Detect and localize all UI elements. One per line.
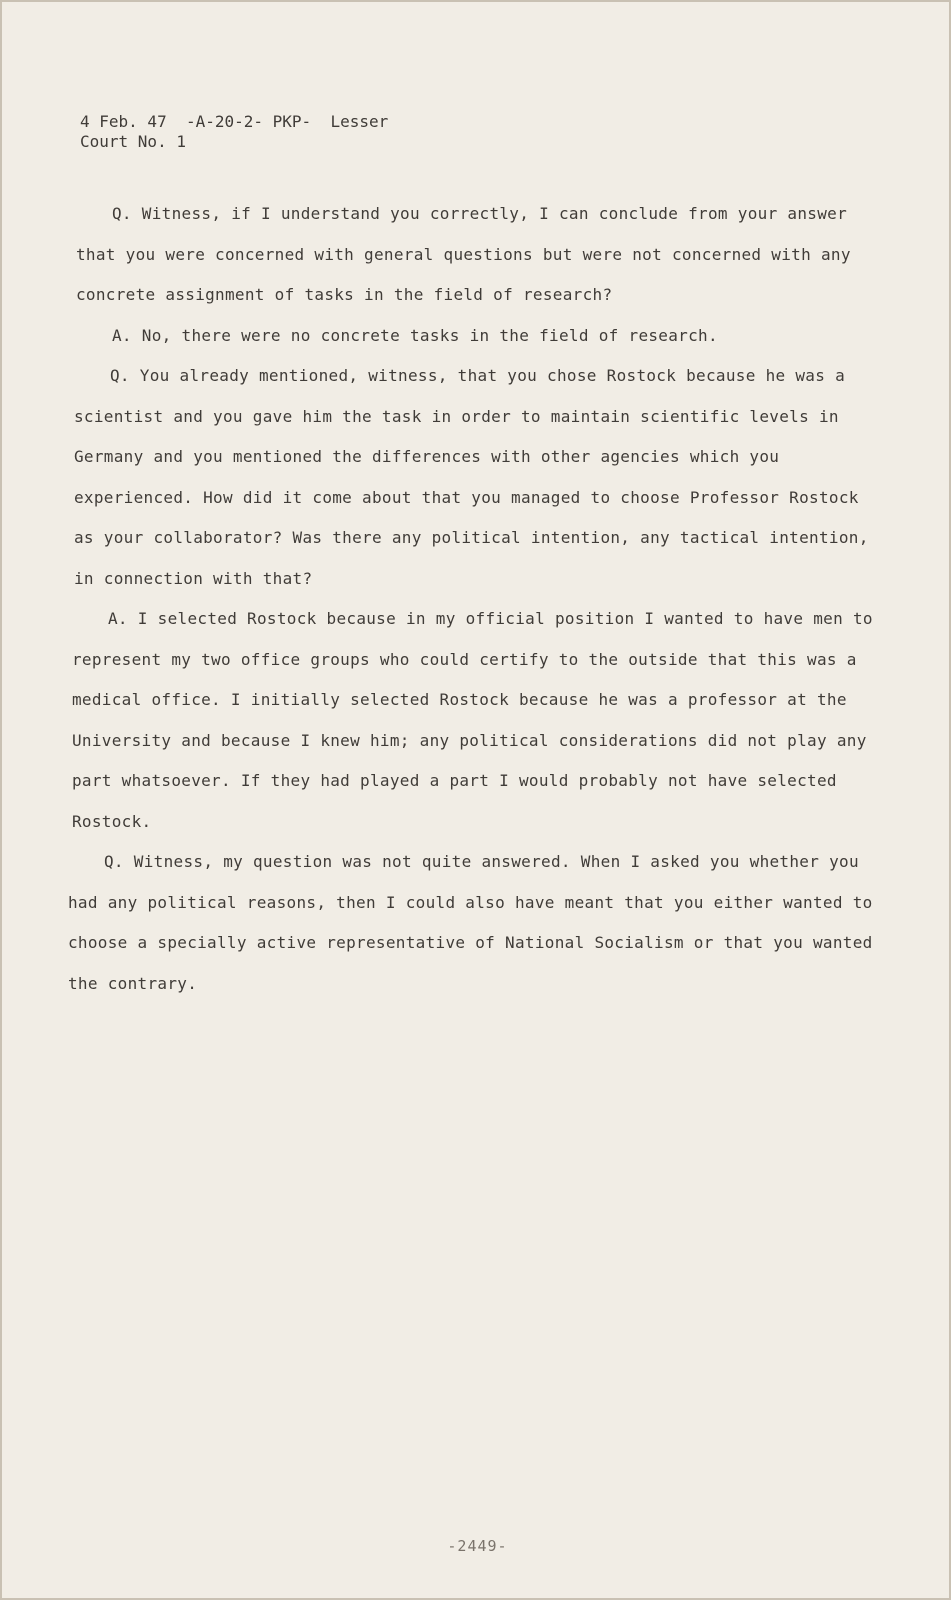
transcript-body [68,194,882,1004]
transcript-paragraph: A. No, there were no concrete tasks in the field of research. [112,325,718,345]
transcript-paragraph: Q. Witness, if I understand you correctly, I can conclude from your answer that you were concerned with general questions but were not concerned with any concrete assignment of tasks in the field of research? [76,204,851,304]
header-date-line: 4 Feb. 47 -A-20-2- PKP- Lesser [80,112,389,131]
document-header [80,112,388,152]
header-court-line: Court No. 1 [80,132,186,151]
transcript-paragraph: A. I selected Rostock because in my official position I wanted to have men to represent my two office groups who could certify to the outside that this was a medical office. I initially selected Rostock because he was a professor at the University and because I knew him; any political considerations did not play any part whatsoever. If they had played a part I would probably not have selected Rostock. [72,609,873,831]
page-number: -2449- [447,1537,508,1555]
transcript-paragraph: Q. You already mentioned, witness, that you chose Rostock because he was a scientist and you gave him the task in order to maintain scientific levels in Germany and you mentioned the differences with other agencies which you experienced. How did it come about that you managed to choose Professor Rostock as your collaborator? Was there any political intention, any tactical intention, in connection with that? [74,366,869,588]
transcript-paragraph: Q. Witness, my question was not quite answered. When I asked you whether you had any political reasons, then I could also have meant that you either wanted to choose a specially active representative of National Socialism or that you wanted the contrary. [68,852,873,993]
